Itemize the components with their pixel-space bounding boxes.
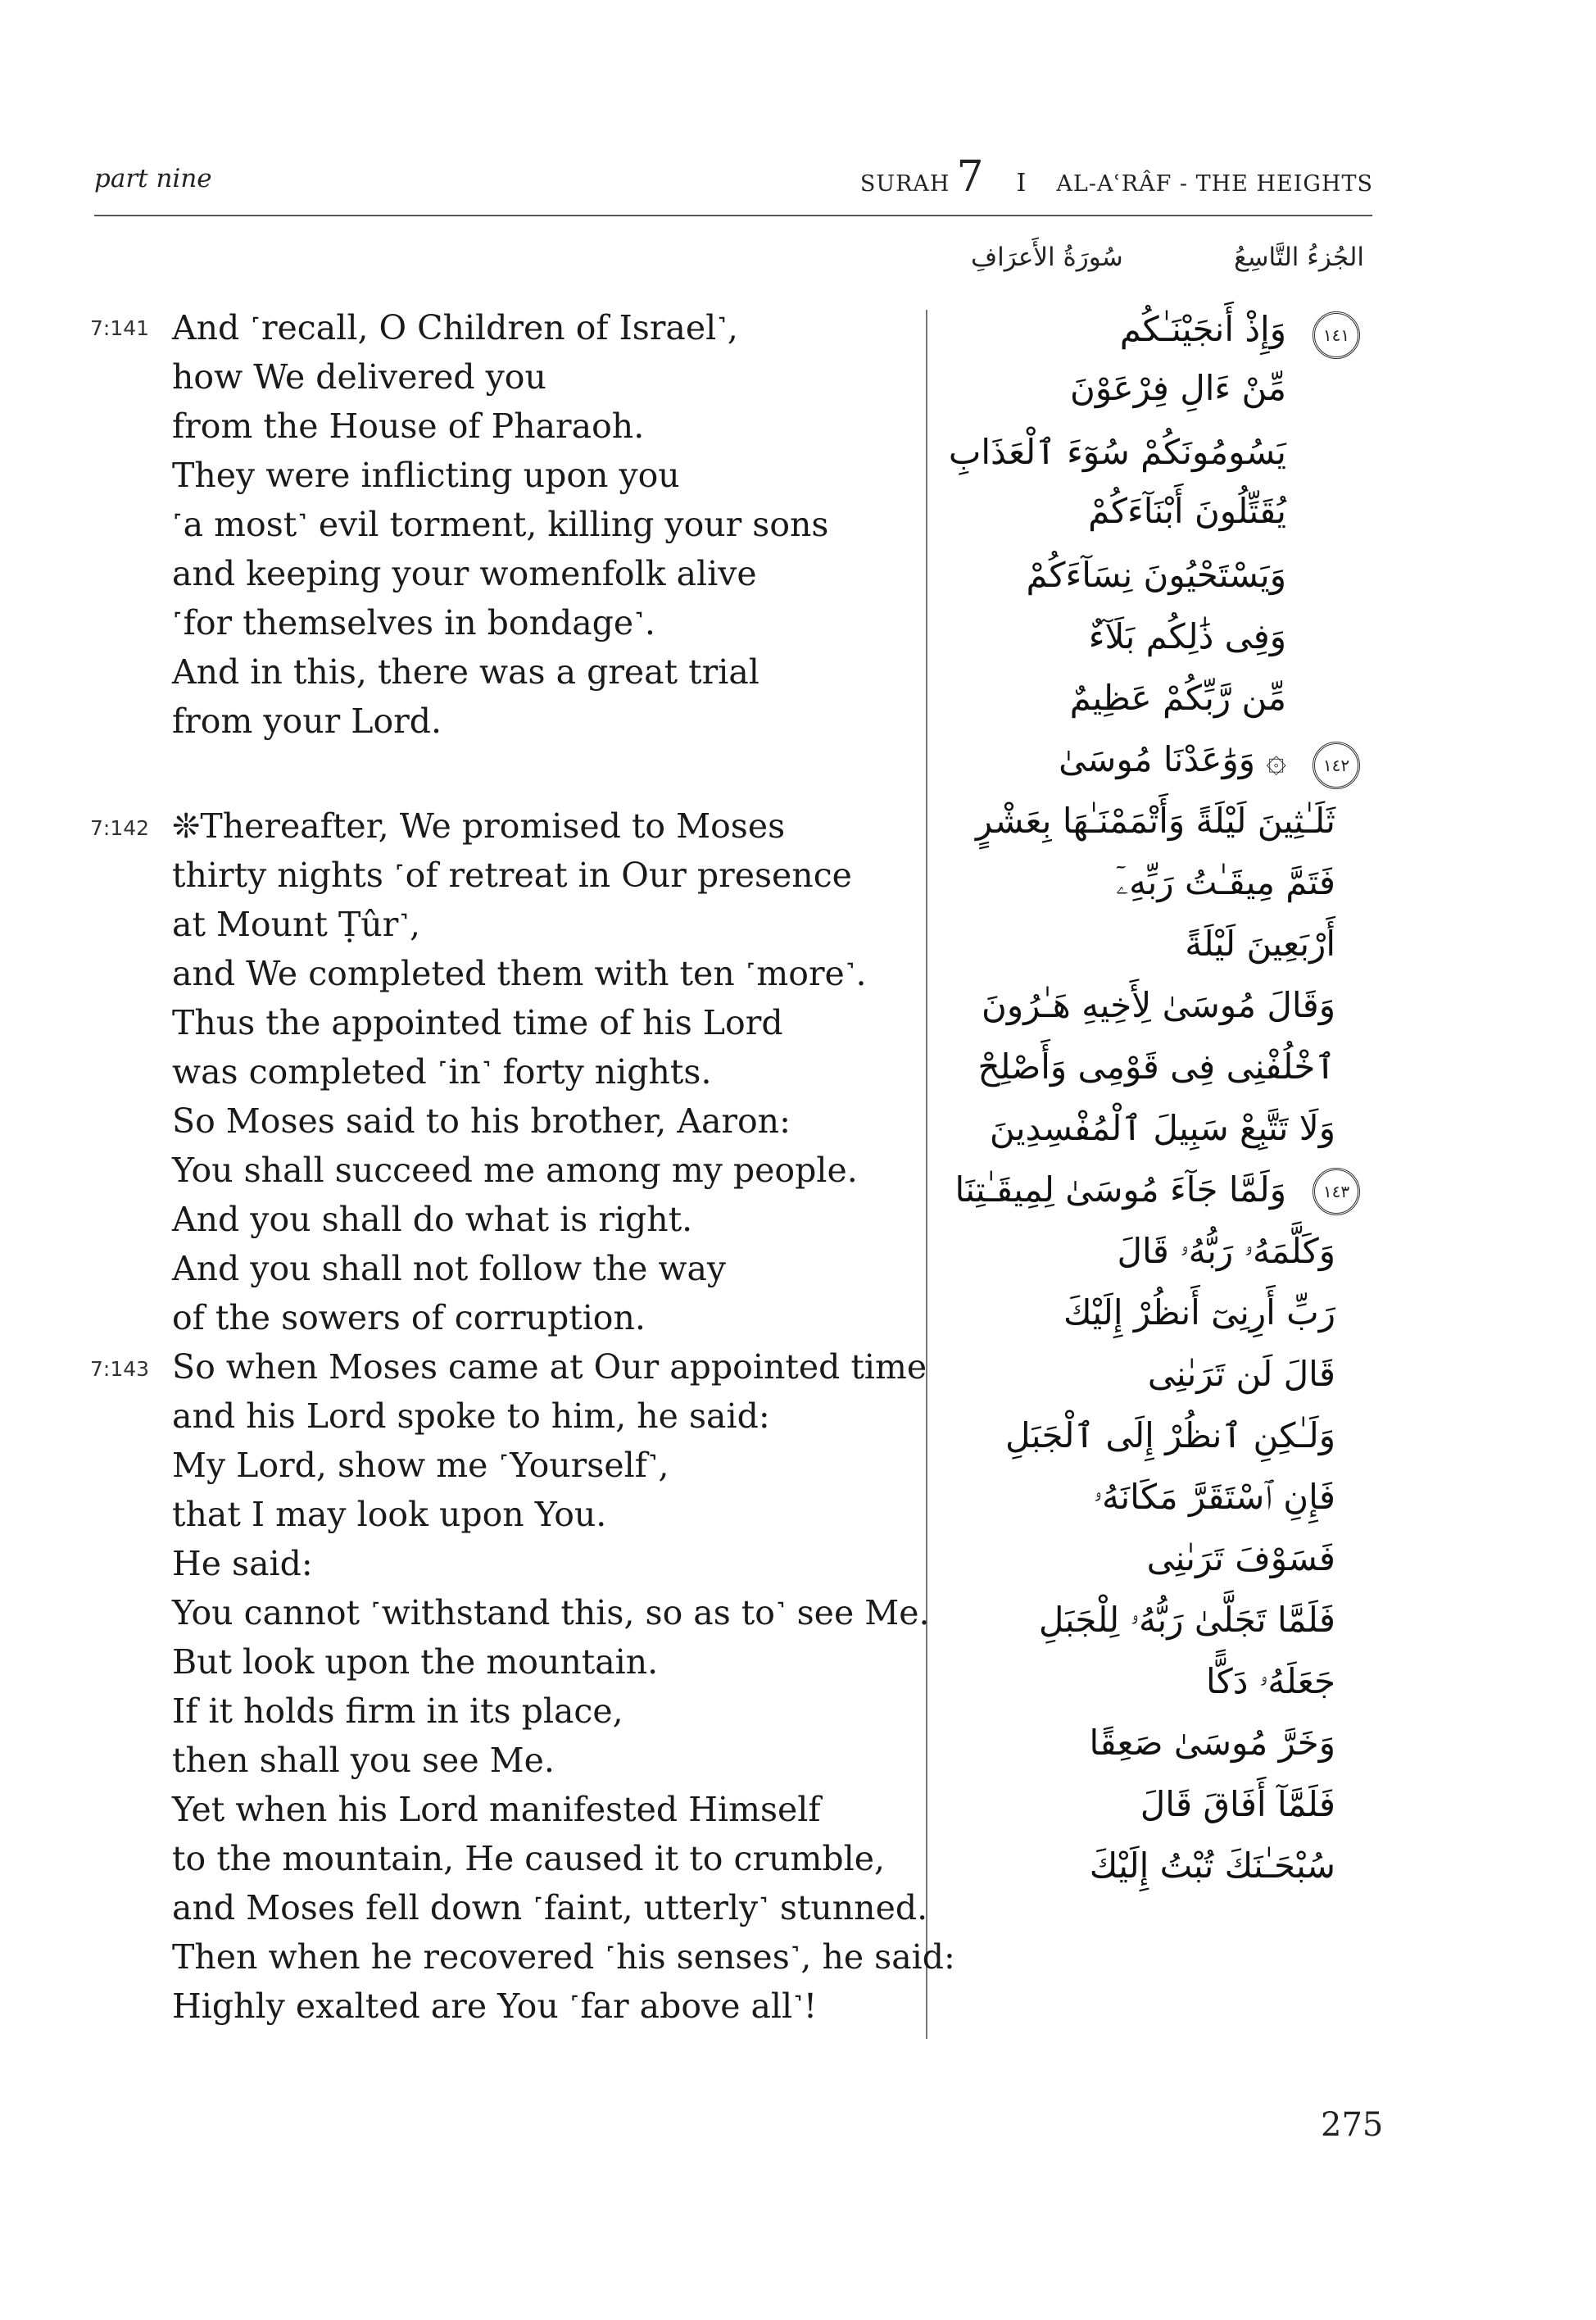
arabic-line: ٱخْلُفْنِى فِى قَوْمِى وَأَصْلِحْ: [977, 1046, 1335, 1087]
verse-line: at Mount Ṭûr˺,: [172, 905, 420, 944]
arabic-line: وَلَـٰكِنِ ٱنظُرْ إِلَى ٱلْجَبَلِ: [1005, 1415, 1335, 1455]
column-divider: [926, 310, 927, 2039]
header-rule: [94, 215, 1372, 216]
verse-line: He said:: [172, 1544, 313, 1583]
surah-label: SURAH: [859, 171, 950, 197]
verse-line: So Moses said to his brother, Aaron:: [172, 1101, 791, 1141]
arabic-line: أَرْبَعِينَ لَيْلَةً: [1185, 924, 1335, 964]
verse-line: and keeping your womenfolk alive: [172, 554, 757, 593]
header-separator: I: [1016, 169, 1027, 197]
ayah-marker-142: ١٤٢: [1313, 742, 1360, 789]
verse-number: 7:141: [90, 316, 150, 340]
verse-line: from your Lord.: [172, 701, 442, 741]
verse-number: 7:143: [90, 1357, 150, 1381]
verse-line: Highly exalted are You ˹far above all˺!: [172, 1986, 818, 2026]
ayah-marker-143: ١٤٣: [1313, 1168, 1360, 1215]
arabic-line: فَلَمَّا تَجَلَّىٰ رَبُّهُۥ لِلْجَبَلِ: [1038, 1600, 1335, 1640]
arabic-line: وَخَرَّ مُوسَىٰ صَعِقًا: [1089, 1723, 1335, 1763]
verse-line: to the mountain, He caused it to crumble,: [172, 1839, 886, 1878]
arabic-line: فَلَمَّآ أَفَاقَ قَالَ: [1140, 1784, 1335, 1824]
arabic-line: وَيَسْتَحْيُونَ نِسَآءَكُمْ: [1026, 555, 1286, 595]
verse-line: that I may look upon You.: [172, 1495, 607, 1534]
verse-line: Yet when his Lord manifested Himself: [172, 1790, 821, 1829]
verse-line: Thus the appointed time of his Lord: [172, 1003, 783, 1042]
verse-line: how We delivered you: [172, 357, 546, 397]
verse-line: was completed ˹in˺ forty nights.: [172, 1052, 712, 1092]
arabic-line: ۞ وَوَٰعَدْنَا مُوسَىٰ: [1059, 739, 1286, 779]
verse-line: You cannot ˹withstand this, so as to˺ see Me.: [172, 1593, 930, 1632]
verse-line: So when Moses came at Our appointed time: [172, 1347, 927, 1387]
verse-line: thirty nights ˹of retreat in Our presence: [172, 856, 852, 895]
verse-line: then shall you see Me.: [172, 1741, 555, 1780]
verse-line: from the House of Pharaoh.: [172, 406, 645, 446]
verse-line: And ˹recall, O Children of Israel˺,: [172, 308, 738, 347]
surah-title: AL-AʿRÂF - THE HEIGHTS: [1056, 171, 1373, 197]
arabic-line: مِّنْ ءَالِ فِرْعَوْنَ: [1070, 368, 1286, 408]
verse-line: My Lord, show me ˹Yourself˺,: [172, 1446, 669, 1485]
page-number: 275: [1321, 2106, 1384, 2144]
arabic-line: وَلَمَّا جَآءَ مُوسَىٰ لِمِيقَـٰتِنَا: [954, 1169, 1286, 1210]
arabic-header: [971, 243, 1364, 272]
arabic-line: سُبْحَـٰنَكَ تُبْتُ إِلَيْكَ: [1089, 1846, 1335, 1886]
running-head-left: part nine: [94, 164, 212, 193]
verse-line: And you shall do what is right.: [172, 1200, 693, 1239]
arabic-line: رَبِّ أَرِنِىٓ أَنظُرْ إِلَيْكَ: [1063, 1292, 1335, 1333]
verse-line: and his Lord spoke to him, he said:: [172, 1396, 770, 1436]
verse-line: and We completed them with ten ˹more˺.: [172, 954, 867, 993]
arabic-line: قَالَ لَن تَرَىٰنِى: [1147, 1354, 1335, 1394]
arabic-line: وَفِى ذَٰلِكُم بَلَآءٌ: [1088, 616, 1286, 656]
verse-line: ˹for themselves in bondage˺.: [172, 603, 655, 642]
arabic-line: فَإِنِ ٱسْتَقَرَّ مَكَانَهُۥ: [1093, 1477, 1335, 1517]
verse-line: ˹a most˺ evil torment, killing your sons: [172, 505, 829, 544]
arabic-line: مِّن رَّبِّكُمْ عَظِيمٌ: [1069, 678, 1286, 718]
verse-line: They were inflicting upon you: [172, 456, 680, 495]
arabic-line: وَقَالَ مُوسَىٰ لِأَخِيهِ هَـٰرُونَ: [982, 985, 1335, 1025]
verse-line: But look upon the mountain.: [172, 1642, 659, 1682]
arabic-line: وَإِذْ أَنجَيْنَـٰكُم: [1119, 309, 1286, 349]
verse-line: Then when he recovered ˹his senses˺, he said:: [172, 1937, 955, 1977]
verse-line: ❊Thereafter, We promised to Moses: [172, 806, 786, 846]
arabic-line: ثَلَـٰثِينَ لَيْلَةً وَأَتْمَمْنَـٰهَا بِعَشْرٍ: [975, 801, 1335, 841]
arabic-line: جَعَلَهُۥ دَكًّا: [1206, 1661, 1335, 1701]
verse-number: 7:142: [90, 816, 150, 840]
arabic-line: فَسَوْفَ تَرَىٰنِى: [1146, 1538, 1335, 1578]
arabic-part-label: الجُزءُ التَّاسِعُ: [1234, 243, 1364, 272]
arabic-line: وَلَا تَتَّبِعْ سَبِيلَ ٱلْمُفْسِدِينَ: [989, 1108, 1335, 1148]
arabic-line: وَكَلَّمَهُۥ رَبُّهُۥ قَالَ: [1117, 1231, 1335, 1271]
surah-number: 7: [956, 152, 984, 202]
arabic-line: يُقَتِّلُونَ أَبْنَآءَكُمْ: [1088, 491, 1286, 531]
arabic-line: فَتَمَّ مِيقَـٰتُ رَبِّهِۦٓ: [1116, 862, 1335, 902]
verse-line: and Moses fell down ˹faint, utterly˺ stunned.: [172, 1888, 928, 1927]
verse-line: of the sowers of corruption.: [172, 1298, 646, 1337]
arabic-line: يَسُومُونَكُمْ سُوٓءَ ٱلْعَذَابِ: [948, 432, 1286, 472]
ayah-marker-141: ١٤١: [1313, 311, 1360, 359]
running-head-right: [859, 152, 1373, 202]
arabic-surah-label: سُورَةُ الأَعرَافِ: [971, 243, 1123, 272]
verse-line: And in this, there was a great trial: [172, 652, 759, 692]
verse-line: You shall succeed me among my people.: [172, 1151, 858, 1190]
verse-line: And you shall not follow the way: [172, 1249, 727, 1288]
verse-line: If it holds firm in its place,: [172, 1691, 623, 1731]
